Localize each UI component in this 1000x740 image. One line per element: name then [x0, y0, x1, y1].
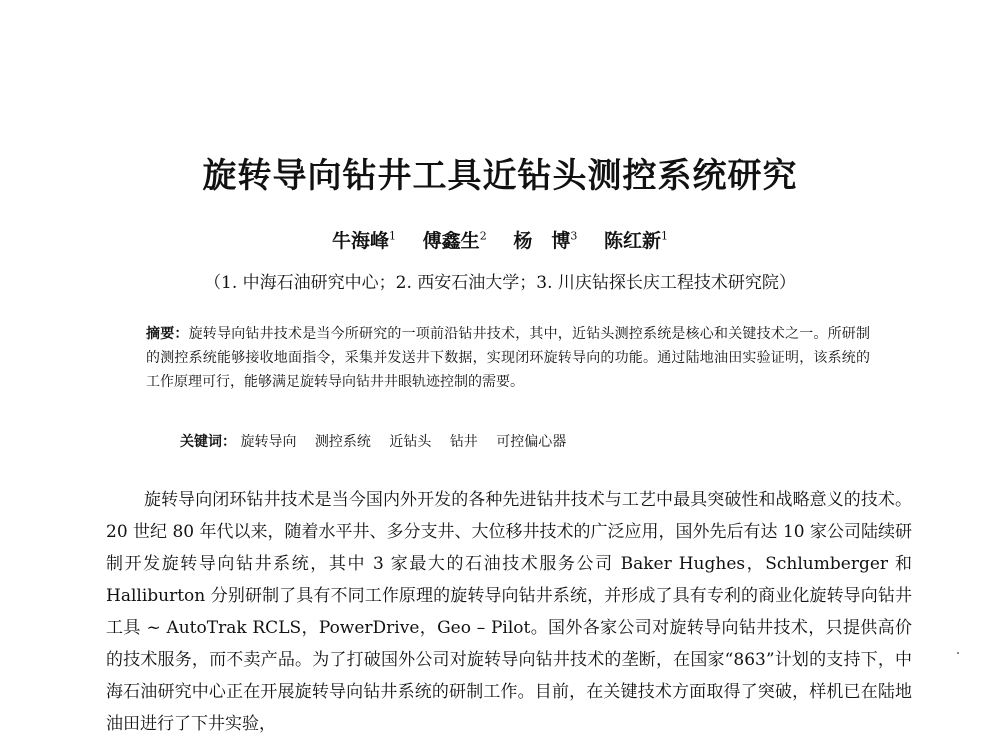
keyword: 近钻头	[389, 434, 432, 450]
keyword: 旋转导向	[240, 434, 297, 450]
keywords	[146, 430, 870, 454]
abstract-text: 旋转导向钻井技术是当今所研究的一项前沿钻井技术，其中，近钻头测控系统是核心和关键技术之一。所研制的测控系统能够接收地面指令，采集并发送井下数据，实现闭环旋转导向的功能。通过陆地油田实验证明，该系统的工作原理可行，能够满足旋转导向钻井井眼轨迹控制的需要。	[146, 326, 871, 390]
paper-title: 旋转导向钻井工具近钻头测控系统研究	[202, 156, 798, 196]
author-affiliation-mark: 3	[570, 229, 578, 243]
author	[604, 230, 668, 252]
author-affiliation-mark: 1	[389, 229, 397, 243]
affiliations: （1. 中海石油研究中心；2. 西安石油大学；3. 川庆钻探长庆工程技术研究院）	[204, 273, 796, 293]
author	[513, 230, 577, 252]
abstract	[146, 322, 870, 394]
author-affiliation-mark: 2	[479, 229, 487, 243]
author-name: 杨 博	[513, 230, 571, 252]
author	[332, 230, 396, 252]
body-paragraph: 旋转导向闭环钻井技术是当今国内外开发的各种先进钻井技术与工艺中最具突破性和战略意义的技术。20 世纪 80 年代以来，随着水平井、多分支井、大位移井技术的广泛应用，国外先后有达 10 家公司陆续研制开发旋转导向钻井系统，其中 3 家最大的石油技术服务公司 Baker Hughes，Schlumberger 和 Halliburton 分别研制了具有不同工作原理的旋转导向钻井系统，并形成了具有专利的商业化旋转导向钻井工具 ~ AutoTrak RCLS，PowerDrive，Geo – Pilot。国外各家公司对旋转导向钻井技术，只提供高价的技术服务，而不卖产品。为了打破国外公司对旋转导向钻井技术的垄断，在国家“863”计划的支持下，中海石油研究中心正在开展旋转导向钻井系统的研制工作。目前，在关键技术方面取得了突破，样机已在陆地油田进行了下井实验，	[106, 490, 912, 734]
keywords-label: 关键词：	[180, 434, 236, 450]
abstract-label: 摘要：	[146, 326, 189, 342]
keyword: 测控系统	[314, 434, 371, 450]
author-list	[0, 226, 1000, 253]
scan-speck	[957, 652, 959, 654]
author	[423, 230, 487, 252]
keyword: 可控偏心器	[496, 434, 567, 450]
author-name: 牛海峰	[332, 230, 390, 252]
keyword: 钻井	[449, 434, 478, 450]
author-name: 陈红新	[603, 230, 661, 252]
author-name: 傅鑫生	[422, 230, 480, 252]
author-affiliation-mark: 1	[660, 229, 668, 243]
